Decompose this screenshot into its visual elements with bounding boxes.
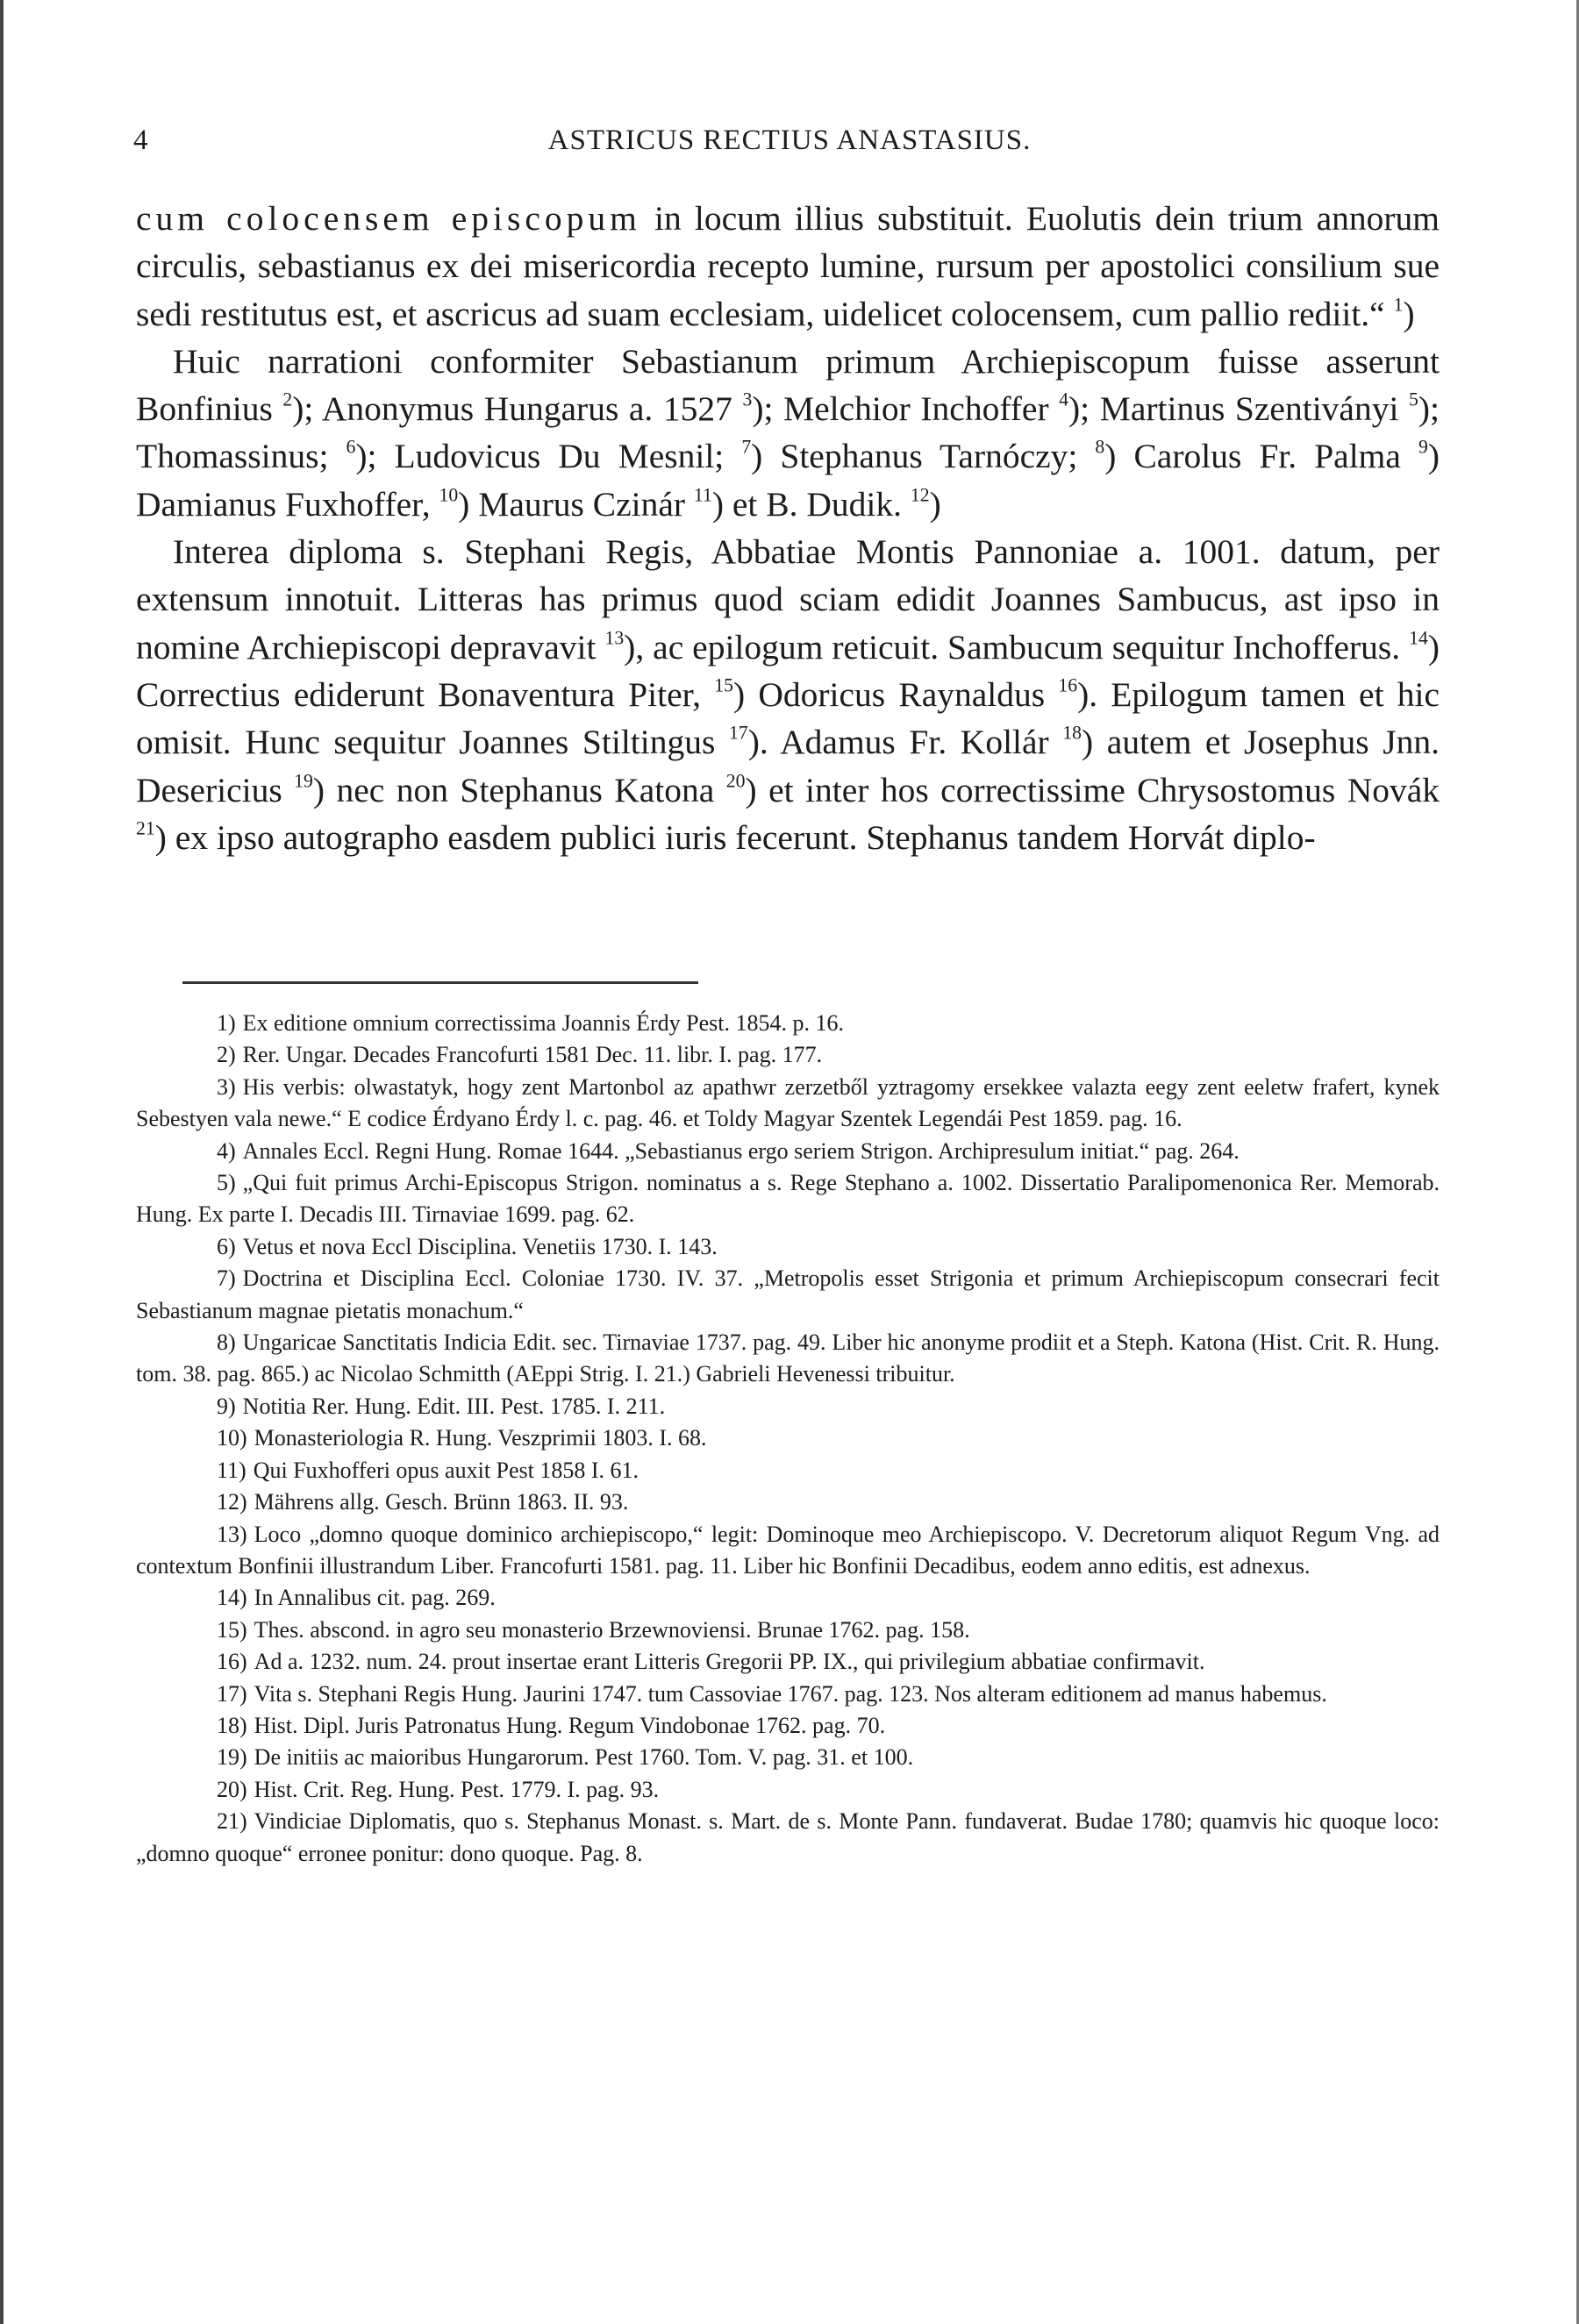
text-span: ) Damianus Fuxhoffer, [136,437,1440,524]
text-span: ) ex ipso autographo easdem publici iuris fecerunt. Stephanus tandem Horvát diplo- [154,817,1316,857]
text-span: ) [929,484,941,524]
text-span: ); Anonymus Hungarus a. 1527 [292,389,743,429]
paragraph-1 [136,195,1440,338]
footnote-11 [136,1455,1440,1486]
footnote-number: 11) [217,1457,246,1483]
footnote-text: Hist. Dipl. Juris Patronatus Hung. Regum Vindobonae 1762. pag. 70. [254,1712,886,1738]
text-span: ). Adamus Fr. Kollár [747,723,1063,762]
paragraph-2 [136,338,1440,528]
footnote-number: 7) [217,1265,236,1292]
text-span: ) Correctius ediderunt Bonaventura Piter, [136,627,1440,714]
footnote-text: De initiis ac maioribus Hungarorum. Pest 1760. Tom. V. pag. 31. et 100. [254,1744,914,1771]
footnote-ref[interactable]: 9 [1418,437,1428,459]
footnote-number: 20) [217,1776,247,1802]
footnote-ref[interactable]: 12 [910,484,930,506]
footnote-20 [136,1774,1440,1806]
footnote-text: Vita s. Stephani Regis Hung. Jaurini 1747. tum Cassoviae 1767. pag. 123. Nos alteram editionem ad manus habemus. [254,1680,1327,1707]
spaced-text: cum colocensem episcopum [136,199,641,238]
footnote-1 [136,1008,1440,1039]
paragraph-3 [136,528,1440,861]
main-text [136,195,1440,861]
footnote-ref[interactable]: 1 [1393,294,1404,316]
footnote-number: 6) [217,1233,236,1259]
footnote-divider [182,981,698,984]
footnote-ref[interactable]: 7 [741,437,752,459]
footnote-17 [136,1679,1440,1710]
footnote-text: Vindiciae Diplomatis, quo s. Stephanus Monast. s. Mart. de s. Monte Pann. fundaverat. Budae 1780; quamvis hic quoque loco: „domno quoque“ erronee ponitur: dono quoque. Pag. 8. [136,1808,1440,1866]
footnote-number: 3) [217,1073,236,1100]
page-number: 4 [133,125,148,156]
text-span: ) autem et Josephus Jnn. Desericius [136,723,1440,809]
footnote-number: 10) [217,1425,247,1451]
footnote-text: Hist. Crit. Reg. Hung. Pest. 1779. I. pag. 93. [254,1776,660,1802]
footnote-4 [136,1136,1440,1167]
text-span: ) [1403,294,1415,333]
footnote-ref[interactable]: 16 [1058,674,1078,696]
footnote-number: 14) [217,1585,247,1611]
text-span: ) nec non Stephanus Katona [312,770,726,809]
text-span: ) Carolus Fr. Palma [1104,437,1418,476]
footnote-text: In Annalibus cit. pag. 269. [254,1585,496,1611]
footnote-text: Notitia Rer. Hung. Edit. III. Pest. 1785. I. 211. [242,1393,666,1419]
footnote-number: 19) [217,1744,247,1771]
footnote-number: 4) [217,1137,236,1164]
footnote-text: Thes. abscond. in agro seu monasterio Brzewnoviensi. Brunae 1762. pag. 158. [254,1616,970,1643]
footnote-14 [136,1582,1440,1614]
footnote-8 [136,1327,1440,1391]
text-span: ); Thomassinus; [136,389,1440,476]
footnote-number: 9) [217,1393,236,1419]
footnote-number: 5) [217,1170,236,1196]
footnote-ref[interactable]: 6 [346,437,356,459]
footnote-text: Qui Fuxhofferi opus auxit Pest 1858 I. 61. [253,1457,639,1483]
footnote-ref[interactable]: 2 [282,389,293,410]
footnote-text: Doctrina et Disciplina Eccl. Coloniae 1730. IV. 37. „Metropolis esset Strigonia et primum Archiepiscopum consecrari fecit Sebastianum magnae pietatis monachum.“ [136,1265,1440,1323]
footnote-ref[interactable]: 20 [725,770,746,792]
text-span: ) Odoricus Raynaldus [732,674,1059,714]
footnote-ref[interactable]: 11 [693,484,712,506]
footnote-ref[interactable]: 14 [1409,627,1428,649]
footnote-number: 8) [217,1330,236,1356]
footnote-number: 17) [217,1680,247,1707]
footnote-ref[interactable]: 18 [1062,722,1082,744]
footnote-number: 15) [217,1616,247,1643]
footnote-text: Mährens allg. Gesch. Brünn 1863. II. 93. [254,1489,629,1515]
footnote-3 [136,1072,1440,1136]
footnote-ref[interactable]: 4 [1059,389,1069,410]
footnote-number: 21) [217,1808,247,1835]
text-span: ) Maurus Czinár [458,484,694,524]
footnote-ref[interactable]: 3 [742,389,753,410]
footnote-18 [136,1710,1440,1742]
running-title: ASTRICUS RECTIUS ANASTASIUS. [547,125,1032,156]
page-header [132,125,1447,163]
footnote-text: Loco „domno quoque dominico archiepiscopo,“ legit: Dominoque meo Archiepiscopo. V. Decretorum aliquot Regum Vng. ad contextum Bonfinii illustrandum Liber. Francofurti 1581. pag. 11. Liber hic Bonfinii Decadibus, eodem anno editis, est adnexus. [136,1521,1440,1579]
footnote-text: Annales Eccl. Regni Hung. Romae 1644. „Sebastianus ergo seriem Strigon. Archipresulum initiat.“ pag. 264. [242,1137,1240,1164]
footnote-21 [136,1806,1440,1870]
text-span: in locum illius substituit. Euolutis dein trium annorum circulis, sebastianus ex dei misericordia recepto lumine, rursum per apostolici consilium sue sedi restitutus est, et ascricus ad suam ecclesiam, uidelicet colocensem, cum pallio rediit.“ [136,199,1440,333]
footnote-19 [136,1742,1440,1773]
text-span: ); Martinus Szentiványi [1068,389,1409,429]
footnote-9 [136,1391,1440,1422]
footnote-2 [136,1039,1440,1071]
footnote-text: Ex editione omnium correctissima Joannis Érdy Pest. 1854. p. 16. [242,1010,844,1036]
footnote-7 [136,1263,1440,1327]
text-span: ) et B. Dudik. [711,484,911,524]
footnote-number: 12) [217,1489,247,1515]
footnote-text: His verbis: olwastatyk, hogy zent Martonbol az apathwr zerzetből yztragomy ersekkee valazta eegy zent eeletw frafert, kynek Sebestyen vala newe.“ E codice Érdyano Érdy l. c. pag. 46. et Toldy Magyar Szentek Legendái Pest 1859. pag. 16. [136,1073,1440,1132]
text-span: ) et inter hos correctissime Chrysostomus Novák [745,770,1440,809]
footnote-ref[interactable]: 5 [1409,389,1418,410]
footnote-10 [136,1422,1440,1454]
footnote-6 [136,1231,1440,1263]
footnote-ref[interactable]: 10 [439,484,459,506]
text-span: ); Melchior Inchoffer [752,389,1060,429]
footnote-number: 2) [217,1042,236,1068]
footnote-text: „Qui fuit primus Archi-Episcopus Strigon. nominatus a s. Rege Stephano a. 1002. Dissertatio Paralipomenonica Rer. Memorab. Hung. Ex parte I. Decadis III. Tirnaviae 1699. pag. 62. [136,1170,1440,1228]
footnote-15 [136,1615,1440,1646]
text-span: ) Stephanus Tarnóczy; [751,437,1096,476]
footnote-16 [136,1646,1440,1678]
text-span: ); Ludovicus Du Mesnil; [355,437,742,476]
footnote-text: Rer. Ungar. Decades Francofurti 1581 Dec. 11. libr. I. pag. 177. [242,1042,823,1068]
footnote-12 [136,1486,1440,1518]
footnote-ref[interactable]: 21 [136,817,155,839]
footnotes [136,1008,1440,1870]
footnote-13 [136,1519,1440,1583]
footnote-text: Ad a. 1232. num. 24. prout insertae erant Litteris Gregorii PP. IX., qui privilegium abbatiae confirmavit. [254,1649,1205,1675]
footnote-number: 18) [217,1712,247,1738]
footnote-ref[interactable]: 13 [604,627,625,649]
footnote-text: Ungaricae Sanctitatis Indicia Edit. sec. Tirnaviae 1737. pag. 49. Liber hic anonyme prodiit et a Steph. Katona (Hist. Crit. R. Hung. tom. 38. pag. 865.) ac Nicolao Schmitth (AEppi Strig. I. 21.) Gabrieli Hevenessi tribuitur. [136,1330,1440,1387]
scan-edge-left [0,0,4,2324]
footnote-number: 13) [217,1521,247,1547]
footnote-ref[interactable]: 19 [294,770,313,792]
footnote-text: Vetus et nova Eccl Disciplina. Venetiis 1730. I. 143. [242,1233,718,1259]
footnote-number: 1) [217,1010,236,1036]
footnote-ref[interactable]: 8 [1095,437,1105,459]
text-span: ), ac epilogum reticuit. Sambucum sequitur Inchofferus. [624,627,1410,667]
footnote-5 [136,1167,1440,1231]
footnote-ref[interactable]: 15 [714,674,733,696]
text-span: Huic narrationi conformiter Sebastianum primum Archiepiscopum fuisse asserunt Bonfinius [136,341,1440,429]
footnote-number: 16) [217,1649,247,1675]
text-span: Interea diploma s. Stephani Regis, Abbatiae Montis Pannoniae a. 1001. datum, per extensum innotuit. Litteras has primus quod sciam edidit Joannes Sambucus, ast ipso in nomine Archiepiscopi depravavit [136,532,1440,667]
footnote-ref[interactable]: 17 [728,722,748,744]
text-span: ). Epilogum tamen et hic omisit. Hunc sequitur Joannes Stiltingus [136,674,1440,762]
footnote-text: Monasteriologia R. Hung. Veszprimii 1803. I. 68. [254,1425,707,1451]
